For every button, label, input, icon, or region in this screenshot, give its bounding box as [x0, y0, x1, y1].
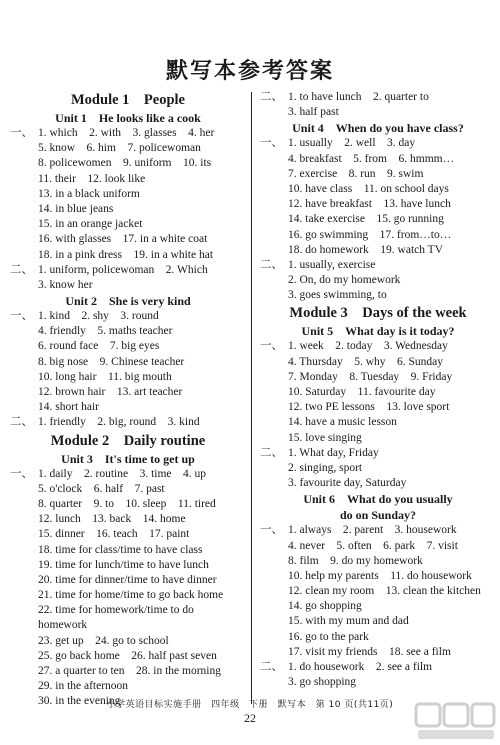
watermark-logo [410, 700, 498, 742]
answer-line [260, 569, 496, 584]
answer-line [10, 415, 246, 430]
answer-line [260, 431, 496, 446]
answer-line [10, 141, 246, 156]
answer-line [10, 558, 246, 573]
answer-text: 10. long hair 11. big mouth [38, 370, 172, 383]
answer-text: 1. friendly 2. big, round 3. kind [38, 416, 200, 429]
unit-heading: Unit 3 It's time to get up [61, 451, 195, 466]
answer-text: 11. their 12. look like [38, 172, 146, 185]
answer-line [10, 543, 246, 558]
answer-line [10, 232, 246, 247]
answer-text: 3. favourite day, Saturday [288, 477, 407, 490]
answer-line [260, 197, 496, 212]
answer-line [260, 228, 496, 243]
section-marker: 二、 [260, 258, 283, 271]
answer-column-right [260, 90, 496, 690]
answer-line [260, 339, 496, 354]
unit-heading: Unit 4 When do you have class? [292, 121, 464, 136]
answer-text: homework [38, 619, 88, 632]
answer-line [10, 385, 246, 400]
answer-line [260, 385, 496, 400]
answer-line [10, 202, 246, 217]
section-marker: 二、 [260, 661, 283, 673]
answer-text: 15. in an orange jacket [38, 218, 143, 231]
column-divider [251, 92, 252, 704]
answer-text: 29. in the afternoon [38, 680, 129, 693]
answer-line [260, 90, 496, 105]
answer-text: 3. goes swimming, to [288, 289, 387, 302]
answer-text: 1. week 2. today 3. Wednesday [288, 340, 448, 353]
page-title: 默写本参考答案 [165, 59, 334, 84]
answer-text: 5. know 6. him 7. policewoman [38, 142, 201, 155]
module-heading: Module 3 Days of the week [289, 305, 467, 322]
answer-text: 4. breakfast 5. from 6. hmmm… [288, 152, 455, 165]
answer-text: 8. big nose 9. Chinese teacher [38, 355, 185, 368]
answer-line [260, 461, 496, 476]
answer-line [260, 136, 496, 151]
unit-heading: Unit 6 What do you usually [303, 492, 453, 507]
unit-heading: Unit 2 She is very kind [65, 294, 191, 309]
answer-line [260, 355, 496, 370]
answer-text: 7. Monday 8. Tuesday 9. Friday [288, 370, 453, 383]
answer-line [260, 273, 496, 288]
unit-heading: Unit 5 What day is it today? [301, 324, 455, 339]
section-marker: 一、 [260, 340, 283, 353]
answer-line [10, 618, 246, 633]
answer-text: 6. round face 7. big eyes [38, 340, 160, 353]
answer-text: 12. brown hair 13. art teacher [38, 386, 183, 398]
answer-line [260, 554, 496, 569]
answer-text: 14. go shopping [288, 600, 362, 613]
answer-line [10, 248, 246, 263]
answer-text: 19. time for lunch/time to have lunch [38, 558, 209, 571]
answer-text: 12. two PE lessons 13. love sport [288, 401, 450, 414]
section-marker: 一、 [10, 467, 33, 480]
answer-line [10, 339, 246, 354]
answer-text: 1. daily 2. routine 3. time 4. up [38, 467, 207, 480]
answer-text: 21. time for home/time to go back home [38, 589, 224, 602]
answer-line [260, 645, 496, 660]
section-marker: 二、 [260, 91, 283, 103]
answer-text: 16. go swimming 17. from…to… [288, 228, 452, 241]
section-marker: 一、 [10, 127, 33, 139]
answer-line [260, 105, 496, 120]
answer-line [10, 263, 246, 278]
answer-text: 10. have class 11. on school days [288, 182, 449, 195]
answer-line [260, 243, 496, 258]
answer-text: 15. dinner 16. teach 17. paint [38, 528, 190, 541]
answer-text: 12. lunch 13. back 14. home [38, 513, 186, 526]
answer-line [10, 573, 246, 588]
answer-text: 4. never 5. often 6. park 7. visit [288, 539, 458, 552]
answer-line [260, 660, 496, 675]
answer-line [260, 675, 496, 690]
answer-text: 16. go to the park [288, 630, 369, 643]
answer-column-left [10, 90, 246, 710]
answer-text: 27. a quarter to ten 28. in the morning [38, 665, 222, 677]
section-marker: 一、 [260, 137, 283, 150]
section-marker: 二、 [10, 416, 33, 429]
answer-text: 7. exercise 8. run 9. swim [288, 167, 424, 180]
answer-line [10, 512, 246, 527]
answer-text: 25. go back home 26. half past seven [38, 649, 217, 662]
answer-line [10, 527, 246, 542]
answer-text: 1. uniform, policewoman 2. Which [38, 263, 208, 276]
answer-text: 1. do housework 2. see a film [288, 661, 433, 673]
answer-text: 3. go shopping [288, 676, 357, 689]
answer-text: 1. usually 2. well 3. day [288, 137, 416, 150]
answer-line [260, 415, 496, 430]
answer-line [10, 664, 246, 679]
answer-line [10, 370, 246, 385]
answer-line [260, 599, 496, 614]
answer-text: 1. What day, Friday [288, 446, 379, 459]
answer-text: 14. take exercise 15. go running [288, 213, 444, 226]
answer-line [260, 584, 496, 599]
answer-text: 8. film 9. do my homework [288, 554, 423, 567]
answer-text: 15. love singing [288, 431, 362, 444]
answer-line [10, 482, 246, 497]
answer-line [10, 355, 246, 370]
answer-line [260, 539, 496, 554]
answer-text: 1. usually, exercise [288, 258, 376, 271]
answer-line [10, 400, 246, 415]
answer-text: 8. policewomen 9. uniform 10. its [38, 157, 212, 170]
answer-line [260, 258, 496, 273]
answer-text: 23. get up 24. go to school [38, 634, 169, 647]
answer-line [260, 614, 496, 629]
answer-line [10, 172, 246, 187]
answer-text: 8. quarter 9. to 10. sleep 11. tired [38, 497, 216, 510]
answer-text: 5. o'clock 6. half 7. past [38, 482, 165, 495]
answer-line [10, 217, 246, 232]
answer-line [260, 212, 496, 227]
answer-text: 22. time for homework/time to do [38, 604, 194, 617]
answer-text: 3. half past [288, 106, 339, 119]
answer-line [10, 278, 246, 293]
answer-text: 1. always 2. parent 3. housework [288, 524, 457, 537]
module-heading: Module 2 Daily routine [50, 432, 206, 449]
answer-line [10, 126, 246, 141]
answer-text: 14. in blue jeans [38, 202, 114, 215]
answer-text: 30. in the evening [38, 695, 121, 708]
answer-line [10, 497, 246, 512]
answer-line [10, 467, 246, 482]
answer-text: 18. in a pink dress 19. in a white hat [38, 248, 214, 261]
answer-text: 3. know her [38, 278, 93, 291]
answer-text: 12. clean my room 13. clean the kitchen [288, 585, 481, 598]
answer-text: 1. kind 2. shy 3. round [38, 310, 159, 323]
module-heading: Module 1 People [71, 92, 185, 108]
answer-text: 18. do homework 19. watch TV [288, 243, 444, 256]
answer-line [260, 523, 496, 538]
answer-line [10, 679, 246, 694]
answer-text: 4. friendly 5. maths teacher [38, 325, 173, 338]
answer-text: 2. singing, sport [288, 461, 363, 474]
answer-text: 18. time for class/time to have class [38, 543, 203, 556]
answer-line [260, 182, 496, 197]
answer-line [260, 630, 496, 645]
answer-text: 16. with glasses 17. in a white coat [38, 233, 208, 246]
answer-line [260, 167, 496, 182]
answer-text: 2. On, do my homework [288, 274, 401, 287]
section-marker: 一、 [10, 310, 33, 323]
answer-line [10, 324, 246, 339]
answer-text: 4. Thursday 5. why 6. Sunday [288, 355, 444, 368]
section-marker: 二、 [10, 263, 33, 276]
answer-line [10, 603, 246, 618]
answer-text: 12. have breakfast 13. have lunch [288, 198, 451, 211]
answer-line [10, 588, 246, 603]
answer-line [260, 152, 496, 167]
answer-text: 1. which 2. with 3. glasses 4. her [38, 127, 215, 139]
answer-line [260, 288, 496, 303]
page-number: 22 [244, 711, 256, 725]
answer-text: 20. time for dinner/time to have dinner [38, 573, 217, 586]
answer-text: 17. visit my friends 18. see a film [288, 645, 451, 658]
unit-heading: do on Sunday? [339, 508, 417, 523]
answer-line [10, 634, 246, 649]
answer-line [260, 446, 496, 461]
answer-line [10, 309, 246, 324]
answer-text: 14. have a music lesson [288, 416, 397, 429]
answer-line [260, 476, 496, 491]
answer-line [260, 400, 496, 415]
answer-line [10, 649, 246, 664]
answer-text: 13. in a black uniform [38, 187, 140, 200]
answer-text: 14. short hair [38, 401, 100, 414]
answer-text: 15. with my mum and dad [288, 615, 409, 628]
answer-line [260, 370, 496, 385]
answer-text: 1. to have lunch 2. quarter to [288, 91, 429, 103]
page-footer: 小学英语目标实施手册 四年级 下册 默写本 第 10 页(共11页) [106, 700, 394, 710]
answer-text: 10. Saturday 11. favourite day [288, 386, 436, 398]
section-marker: 二、 [260, 446, 283, 459]
answer-line [10, 187, 246, 202]
section-marker: 一、 [260, 524, 283, 537]
unit-heading: Unit 1 He looks like a cook [55, 111, 201, 125]
answer-text: 10. help my parents 11. do housework [288, 569, 472, 582]
answer-line [10, 156, 246, 171]
